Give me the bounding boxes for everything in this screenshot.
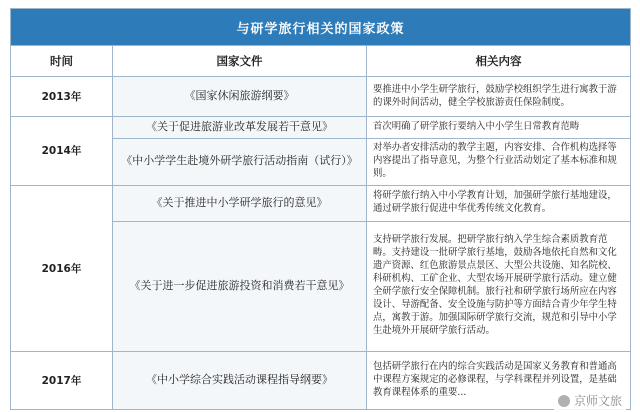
year-cell: 2014年 xyxy=(11,117,113,186)
content-cell: 包括研学旅行在内的综合实践活动是国家义务教育和普通高中课程方案规定的必修课程，与学科课程并列设置，是基础教育课程体系的重要... xyxy=(367,351,631,409)
content-cell: 将研学旅行纳入中小学教育计划，加强研学旅行基地建设，通过研学旅行促进中华优秀传统文化教育。 xyxy=(367,185,631,221)
document-cell: 《关于推进中小学研学旅行的意见》 xyxy=(113,185,367,221)
document-cell: 《中小学学生赴境外研学旅行活动指南（试行）》 xyxy=(113,138,367,185)
year-cell: 2017年 xyxy=(11,351,113,409)
year-cell: 2013年 xyxy=(11,77,113,117)
header-content: 相关内容 xyxy=(367,46,631,77)
table-row xyxy=(11,185,631,221)
document-cell: 《关于促进旅游业改革发展若干意见》 xyxy=(113,117,367,139)
wechat-icon xyxy=(558,395,570,407)
document-cell: 《国家休闲旅游纲要》 xyxy=(113,77,367,117)
watermark-text: 京师文旅 xyxy=(573,394,622,408)
policy-table xyxy=(10,8,631,410)
table-title: 与研学旅行相关的国家政策 xyxy=(11,9,631,46)
document-cell: 《中小学综合实践活动课程指导纲要》 xyxy=(113,351,367,409)
year-cell: 2016年 xyxy=(11,185,113,351)
watermark xyxy=(554,391,626,410)
content-cell: 首次明确了研学旅行要纳入中小学生日常教育范畴 xyxy=(367,117,631,139)
header-document: 国家文件 xyxy=(113,46,367,77)
document-cell: 《关于进一步促进旅游投资和消费若干意见》 xyxy=(113,221,367,351)
table-row xyxy=(11,351,631,409)
header-time: 时间 xyxy=(11,46,113,77)
content-cell: 要推进中小学生研学旅行，鼓励学校组织学生进行寓教于游的课外时间活动，健全学校旅游责任保险制度。 xyxy=(367,77,631,117)
header-row xyxy=(11,46,631,77)
table-row xyxy=(11,117,631,139)
content-cell: 支持研学旅行发展。把研学旅行纳入学生综合素质教育范畴。支持建设一批研学旅行基地，鼓励各地依托自然和文化遗产资源、红色旅游景点景区、大型公共设施、知名院校、科研机构、工矿企业、大型农场开展研学旅行活动。建立健全研学旅行安全保障机制。旅行社和研学旅行场所应在内容设计、导游配备、安全设施与防护等方面结合青少年学生特点，寓教于游。加强国际研学旅行交流，规范和引导中小学生赴境外开展研学旅行活动。 xyxy=(367,221,631,351)
table-row xyxy=(11,77,631,117)
content-cell: 对举办者安排活动的教学主题，内容安排、合作机构选择等内容提出了指导意见，为整个行业活动划定了基本标准和规则。 xyxy=(367,138,631,185)
